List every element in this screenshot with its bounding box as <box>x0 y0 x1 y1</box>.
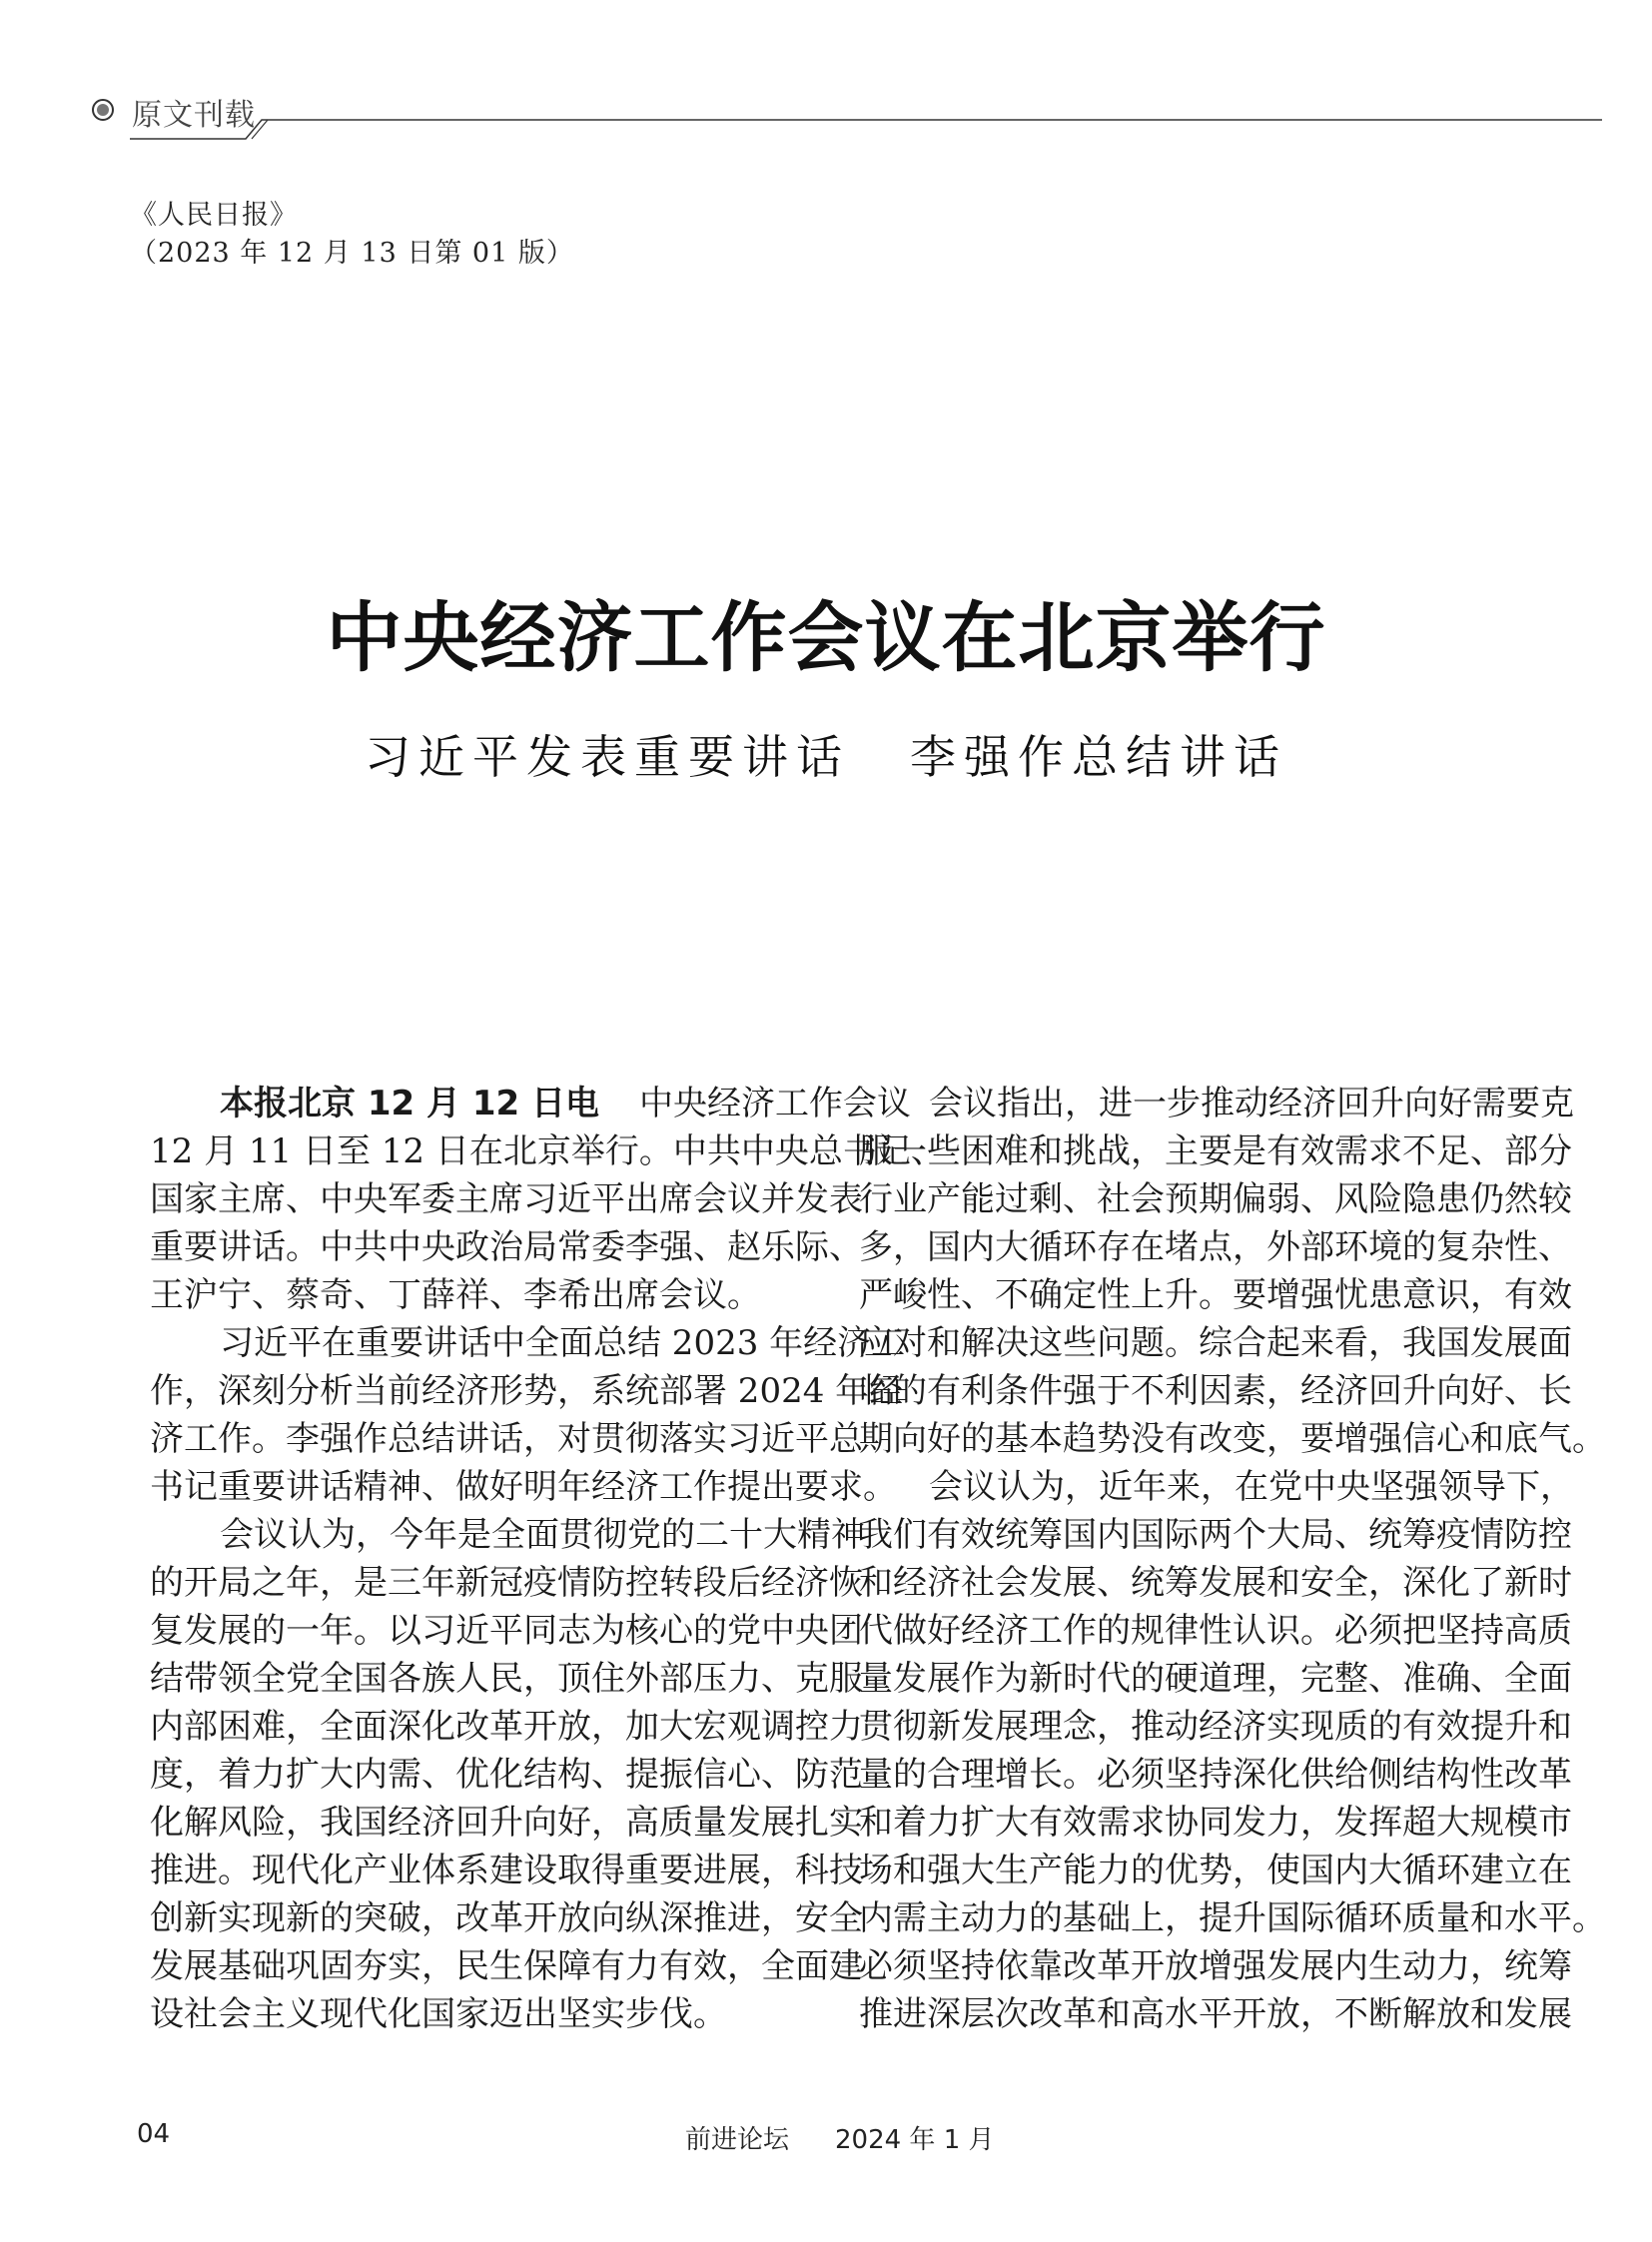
paragraph-line: 济工作。李强作总结讲话，对贯彻落实习近平总 <box>150 1419 863 1459</box>
paragraph-line: 场和强大生产能力的优势，使国内大循环建立在 <box>859 1851 1572 1890</box>
paragraph-line: 度，着力扩大内需、优化结构、提振信心、防范 <box>150 1755 863 1795</box>
paragraph-line: 的开局之年，是三年新冠疫情防控转段后经济恢 <box>150 1563 863 1603</box>
paragraph-line: 推进。现代化产业体系建设取得重要进展，科技 <box>150 1851 863 1890</box>
subtitle-right: 李强作总结讲话 <box>910 730 1287 784</box>
paragraph-line: 行业产能过剩、社会预期偏弱、风险隐患仍然较 <box>859 1179 1572 1219</box>
paragraph-line: 内部困难，全面深化改革开放，加大宏观调控力 <box>150 1707 863 1747</box>
paragraph-line: 会议认为，今年是全面贯彻党的二十大精神 <box>220 1515 865 1555</box>
paragraph-line: 习近平在重要讲话中全面总结 2023 年经济工 <box>220 1323 906 1363</box>
paragraph-line: 我们有效统筹国内国际两个大局、统筹疫情防控 <box>859 1515 1572 1555</box>
paragraph-line: 代做好经济工作的规律性认识。必须把坚持高质 <box>859 1611 1572 1651</box>
section-divider <box>0 0 1652 160</box>
paragraph-line: 王沪宁、蔡奇、丁薛祥、李希出席会议。 <box>150 1275 761 1315</box>
left-column <box>150 1080 945 2038</box>
paragraph-line: 服一些困难和挑战，主要是有效需求不足、部分 <box>859 1131 1572 1171</box>
paragraph-line: 期向好的基本趋势没有改变，要增强信心和底气。 <box>859 1419 1606 1459</box>
paragraph-line: 量发展作为新时代的硬道理，完整、准确、全面 <box>859 1659 1572 1699</box>
paragraph-text: 中央经济工作会议 <box>638 1084 911 1123</box>
paragraph-line: 和着力扩大有效需求协同发力，发挥超大规模市 <box>859 1803 1572 1843</box>
right-column <box>859 1080 1606 2038</box>
paragraph-line: 贯彻新发展理念，推动经济实现质的有效提升和 <box>859 1707 1572 1747</box>
paragraph-line: 必须坚持依靠改革开放增强发展内生动力，统筹 <box>859 1946 1572 1986</box>
paragraph-line: 重要讲话。中共中央政治局常委李强、赵乐际、 <box>150 1227 863 1267</box>
paragraph-line: 严峻性、不确定性上升。要增强忧患意识，有效 <box>859 1275 1572 1315</box>
paragraph-line: 量的合理增长。必须坚持深化供给侧结构性改革 <box>859 1755 1572 1795</box>
paragraph-line: 内需主动力的基础上，提升国际循环质量和水平。 <box>859 1898 1606 1938</box>
paragraph-line: 书记重要讲话精神、做好明年经济工作提出要求。 <box>150 1467 897 1507</box>
paragraph-line: 结带领全党全国各族人民，顶住外部压力、克服 <box>150 1659 863 1699</box>
paragraph-line: 推进深层次改革和高水平开放，不断解放和发展 <box>859 1994 1572 2034</box>
paragraph-line: 创新实现新的突破，改革开放向纵深推进，安全 <box>150 1898 863 1938</box>
paragraph-line: 多，国内大循环存在堵点，外部环境的复杂性、 <box>859 1227 1572 1267</box>
dateline: 本报北京 12 月 12 日电 <box>220 1084 599 1123</box>
paragraph-line: 会议认为，近年来，在党中央坚强领导下， <box>929 1467 1574 1507</box>
subtitle-left: 习近平发表重要讲话 <box>365 730 850 784</box>
paragraph-line: 设社会主义现代化国家迈出坚实步伐。 <box>150 1994 727 2034</box>
paragraph-line: 临的有利条件强于不利因素，经济回升向好、长 <box>859 1371 1572 1411</box>
source-publication: 《人民日报》 <box>130 200 298 231</box>
paragraph-line: 应对和解决这些问题。综合起来看，我国发展面 <box>859 1323 1572 1363</box>
page-number: 04 <box>137 2119 171 2149</box>
section-title: 原文刊载 <box>132 98 256 133</box>
paragraph-line: 和经济社会发展、统筹发展和安全，深化了新时 <box>859 1563 1572 1603</box>
issue-date: 2024 年 1 月 <box>835 2125 995 2155</box>
paragraph-line: 会议指出，进一步推动经济回升向好需要克 <box>929 1084 1574 1123</box>
paragraph-line: 12 月 11 日至 12 日在北京举行。中共中央总书记、 <box>150 1131 945 1171</box>
paragraph-line: 发展基础巩固夯实，民生保障有力有效，全面建 <box>150 1946 863 1986</box>
article-subtitle <box>0 721 1652 787</box>
article-title: 中央经济工作会议在北京举行 <box>326 593 1326 682</box>
paragraph-line: 作，深刻分析当前经济形势，系统部署 2024 年经 <box>150 1371 904 1411</box>
paragraph-line: 化解风险，我国经济回升向好，高质量发展扎实 <box>150 1803 863 1843</box>
journal-name: 前进论坛 <box>685 2125 790 2155</box>
source-edition: （2023 年 12 月 13 日第 01 版） <box>130 238 574 269</box>
paragraph-line <box>150 1080 911 1127</box>
paragraph-line: 国家主席、中央军委主席习近平出席会议并发表 <box>150 1179 863 1219</box>
paragraph-line: 复发展的一年。以习近平同志为核心的党中央团 <box>150 1611 863 1651</box>
